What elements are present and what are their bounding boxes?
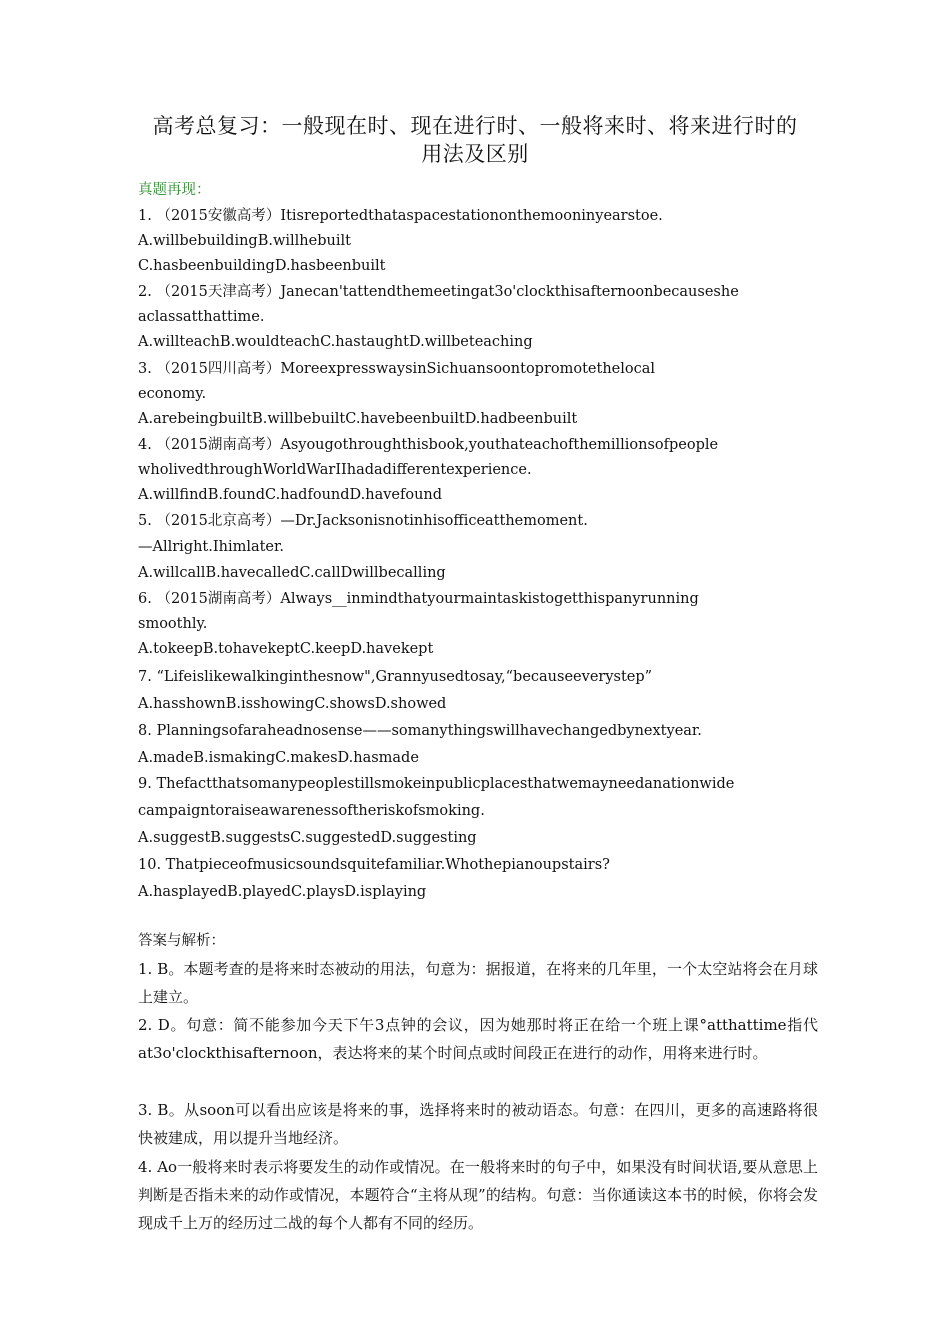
question-3-options: A.arebeingbuiltB.willbebuiltC.havebeenbuiltD.hadbeenbuilt xyxy=(138,411,578,427)
question-8-options: A.madeB.ismakingC.makesD.hasmade xyxy=(138,750,419,766)
question-4: 4. （2015湖南高考）Asyougothroughthisbook,youthateachofthemillionsofpeople xyxy=(138,437,719,453)
answer-4: 4. Ao一般将来时表示将要发生的动作或情况。在一般将来时的句子中，如果没有时间状语,要从意思上判断是否指未来的动作或情况，本题符合“主将从现”的结构。句意：当你通读这本书的时候，你将会发现成千上万的经历过二战的每个人都有不同的经历。 xyxy=(138,1158,818,1232)
answers-label: 答案与解析： xyxy=(138,933,225,949)
question-3: 3. （2015四川高考）MoreexpresswaysinSichuansoontopromotethelocal xyxy=(138,361,656,377)
question-6: 6. （2015湖南高考）Always__inmindthatyourmaintaskistogetthispanyrunning xyxy=(138,591,699,607)
title-line-1: 高考总复习：一般现在时、现在进行时、一般将来时、将来进行时的 xyxy=(152,114,798,138)
question-4-options: A.willfindB.foundC.hadfoundD.havefound xyxy=(138,487,443,503)
question-2-cont: aclassatthattime. xyxy=(138,309,265,325)
question-5: 5. （2015北京高考）—Dr.Jacksonisnotinhisofficeatthemoment. xyxy=(138,513,588,529)
answer-2: 2. D。句意：简不能参加今天下午3点钟的会议，因为她那时将正在给一个班上课°atthattime指代at3o'clockthisafternoon，表达将来的某个时间点或时间段正在进行的动作，用将来进行时。 xyxy=(138,1016,818,1062)
question-6-options: A.tokeepB.tohavekeptC.keepD.havekept xyxy=(138,641,434,657)
section-label: 真题再现： xyxy=(138,182,211,198)
question-5-options: A.willcallB.havecalledC.callDwillbecalling xyxy=(138,565,446,581)
question-6-cont: smoothly. xyxy=(138,616,208,632)
question-4-cont: wholivedthroughWorldWarIIhadadifferentexperience. xyxy=(138,462,532,478)
question-2-options: A.willteachB.wouldteachC.hastaughtD.willbeteaching xyxy=(138,334,533,350)
question-10: 10. Thatpieceofmusicsoundsquitefamiliar.Whothepianoupstairs? xyxy=(138,857,610,873)
document-title xyxy=(130,112,820,168)
question-2: 2. （2015天津高考）Janecan'tattendthemeetingat3o'clockthisafternoonbecauseshe xyxy=(138,284,739,300)
question-1-options-b: C.hasbeenbuildingD.hasbeenbuilt xyxy=(138,258,386,274)
question-1: 1. （2015安徽高考）Itisreportedthataspacestationonthemooninyearstoe. xyxy=(138,208,663,224)
question-10-options: A.hasplayedB.playedC.playsD.isplaying xyxy=(138,884,427,900)
question-8: 8. Planningsofaraheadnosense——somanythingswillhavechangedbynextyear. xyxy=(138,723,702,739)
question-1-options-a: A.willbebuildingB.willhebuilt xyxy=(138,233,351,249)
answer-1: 1. B。本题考查的是将来时态被动的用法，句意为：据报道，在将来的几年里，一个太空站将会在月球上建立。 xyxy=(138,960,818,1006)
answer-3: 3. B。从soon可以看出应该是将来的事，选择将来时的被动语态。句意：在四川，更多的高速路将很快被建成，用以提升当地经济。 xyxy=(138,1101,818,1147)
question-5-cont: —Allright.Ihimlater. xyxy=(138,539,284,555)
question-9-cont: campaigntoraiseawarenessoftheriskofsmoking. xyxy=(138,803,485,819)
question-7: 7. “Lifeislikewalkinginthesnow",Grannyusedtosay,“becauseeverystep” xyxy=(138,669,653,685)
question-9-options: A.suggestB.suggestsC.suggestedD.suggesting xyxy=(138,830,477,846)
question-3-cont: economy. xyxy=(138,386,207,402)
title-line-2: 用法及区别 xyxy=(421,142,529,166)
question-9: 9. Thefactthatsomanypeoplestillsmokeinpublicplacesthatwemayneedanationwide xyxy=(138,776,735,792)
question-7-options: A.hasshownB.isshowingC.showsD.showed xyxy=(138,696,447,712)
